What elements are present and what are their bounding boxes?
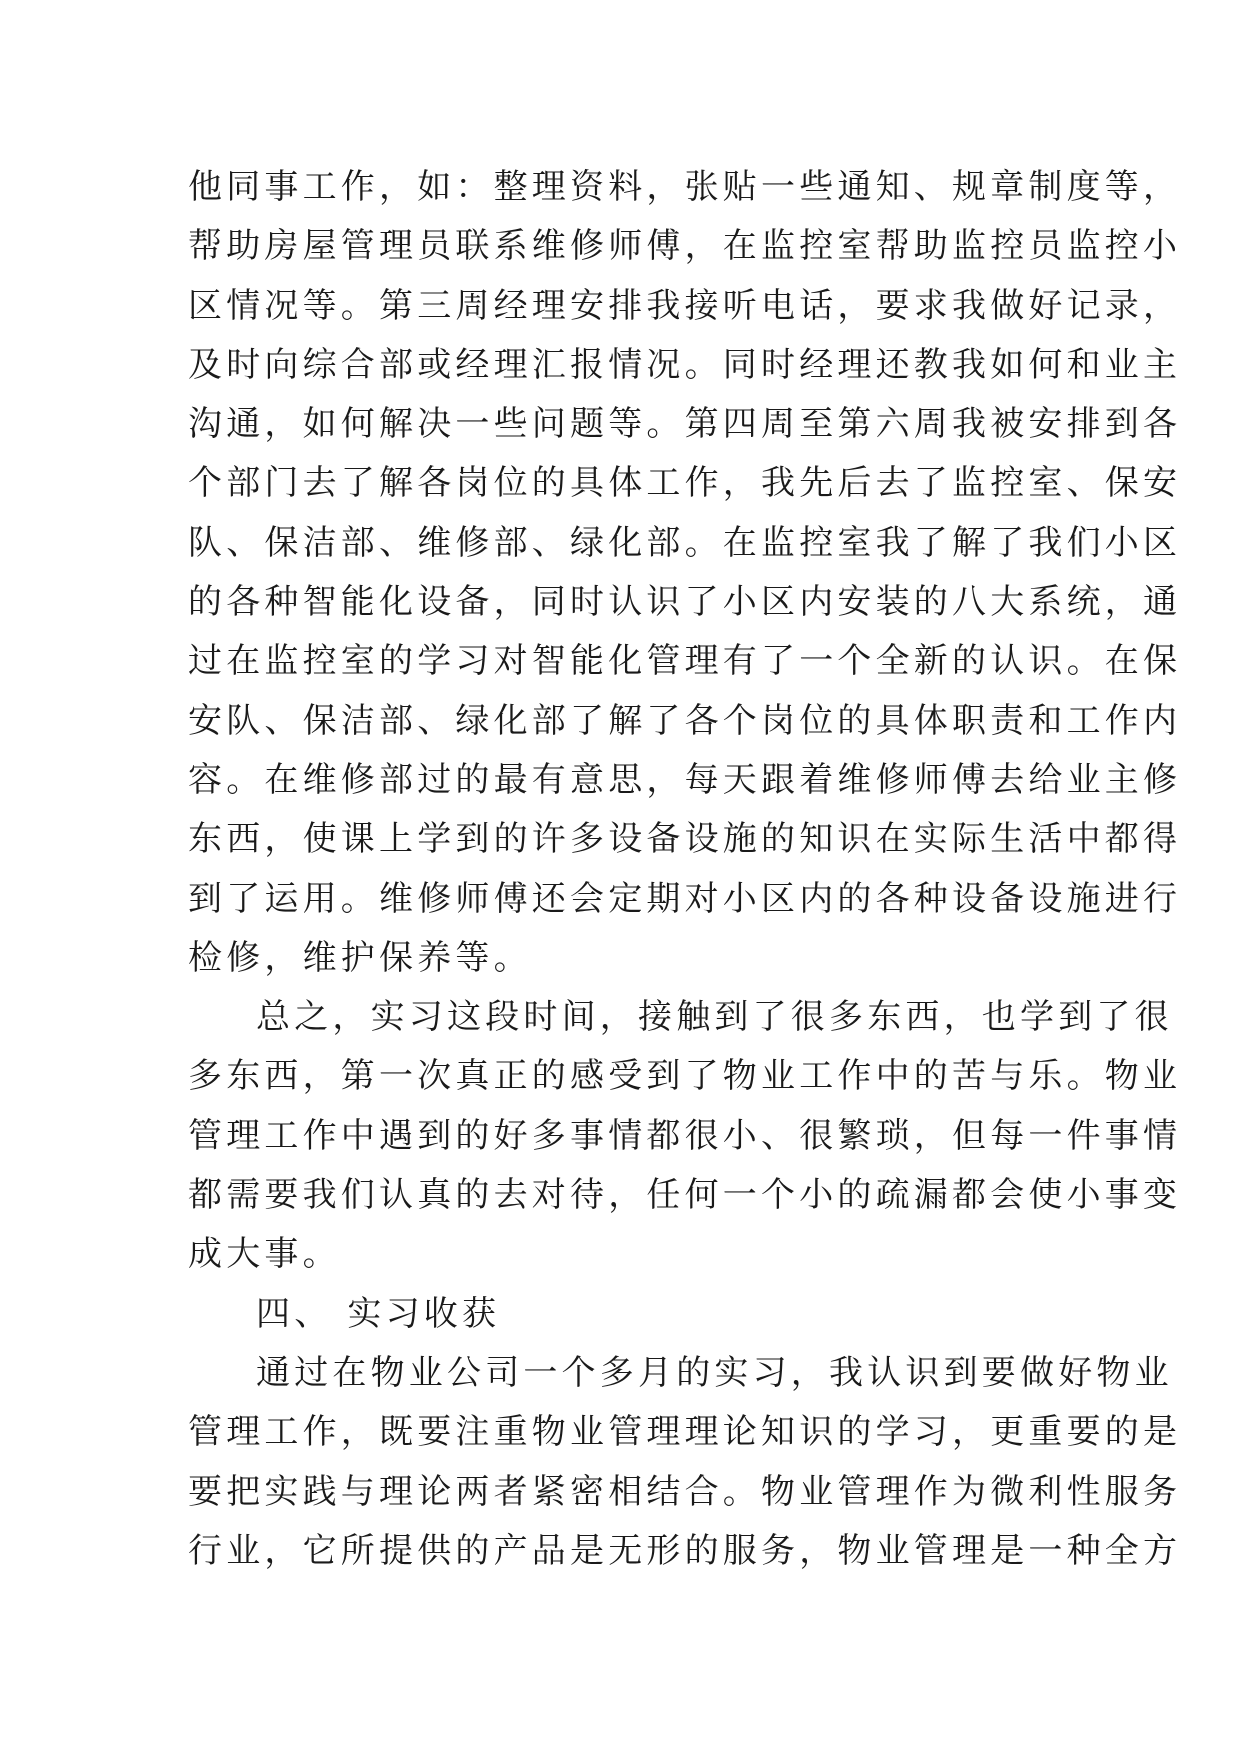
text-line: 队、保洁部、维修部、绿化部。在监控室我了解了我们小区	[188, 522, 1182, 563]
text-line: 个部门去了解各岗位的具体工作，我先后去了监控室、保安	[188, 463, 1182, 504]
text-line: 沟通，如何解决一些问题等。第四周至第六周我被安排到各	[188, 404, 1182, 445]
text-line: 管理工作中遇到的好多事情都很小、很繁琐，但每一件事情	[188, 1115, 1182, 1156]
text-line: 的各种智能化设备，同时认识了小区内安装的八大系统，通	[188, 582, 1182, 623]
text-line: 检修，维护保养等。	[188, 937, 532, 978]
text-line: 安队、保洁部、绿化部了解了各个岗位的具体职责和工作内	[188, 700, 1182, 741]
text-line: 他同事工作，如：整理资料，张贴一些通知、规章制度等，	[188, 167, 1182, 207]
text-line: 东西，使课上学到的许多设备设施的知识在实际生活中都得	[188, 819, 1182, 860]
text-line: 及时向综合部或经理汇报情况。同时经理还教我如何和业主	[188, 344, 1182, 385]
text-line: 要把实践与理论两者紧密相结合。物业管理作为微利性服务	[188, 1471, 1182, 1512]
text-line: 多东西，第一次真正的感受到了物业工作中的苦与乐。物业	[188, 1056, 1182, 1097]
text-line: 过在监控室的学习对智能化管理有了一个全新的认识。在保	[188, 641, 1182, 682]
section-heading: 四、 实习收获	[256, 1293, 501, 1334]
text-line: 管理工作，既要注重物业管理理论知识的学习，更重要的是	[188, 1412, 1182, 1453]
text-line: 区情况等。第三周经理安排我接听电话，要求我做好记录，	[188, 285, 1182, 326]
text-line: 到了运用。维修师傅还会定期对小区内的各种设备设施进行	[188, 878, 1182, 919]
document-body	[188, 158, 1182, 1581]
text-line: 容。在维修部过的最有意思，每天跟着维修师傅去给业主修	[188, 759, 1182, 800]
paragraph-first-line: 通过在物业公司一个多月的实习，我认识到要做好物业	[256, 1352, 1173, 1393]
text-line: 帮助房屋管理员联系维修师傅，在监控室帮助监控员监控小	[188, 226, 1182, 267]
text-line: 成大事。	[188, 1234, 341, 1275]
paragraph-first-line: 总之，实习这段时间，接触到了很多东西，也学到了很	[256, 997, 1173, 1038]
text-line: 行业，它所提供的产品是无形的服务，物业管理是一种全方	[188, 1530, 1182, 1571]
text-line: 都需要我们认真的去对待，任何一个小的疏漏都会使小事变	[188, 1175, 1182, 1216]
